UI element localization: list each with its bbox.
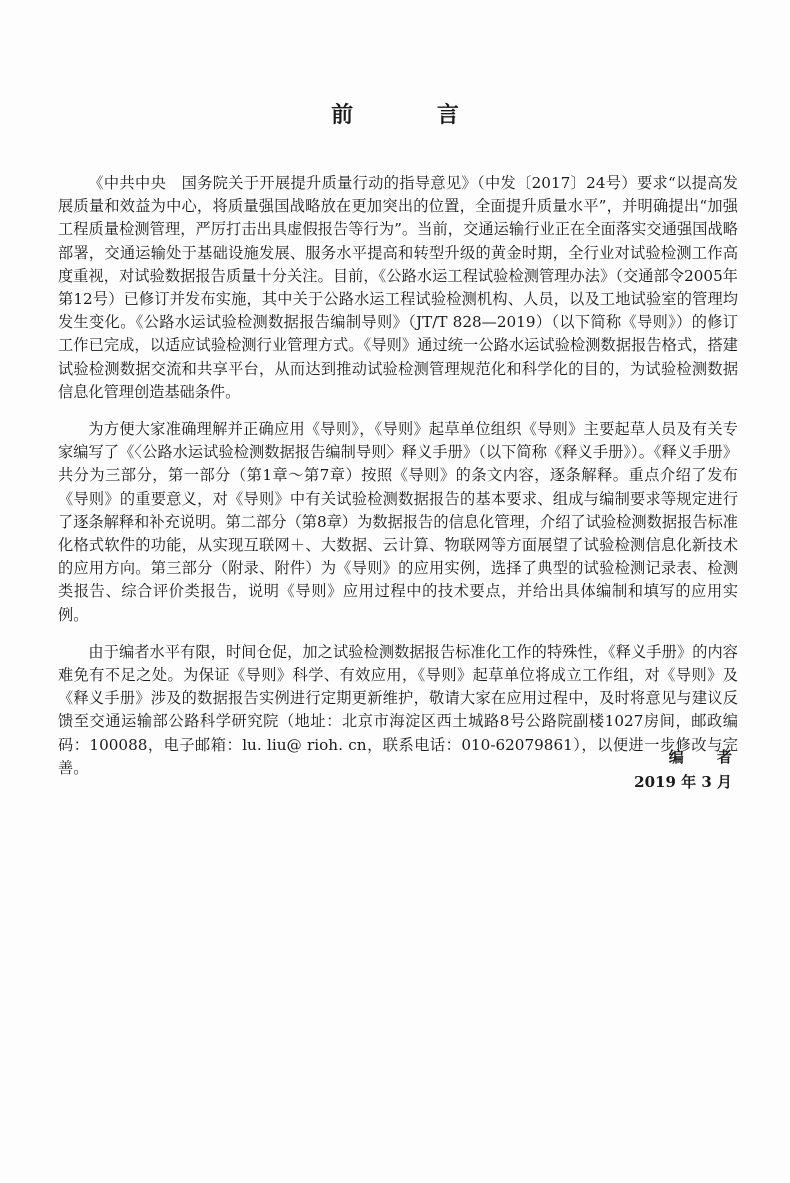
signature-author: 编 者 [668, 748, 746, 766]
signature-date: 2019 年 3 月 [634, 773, 732, 791]
preface-body [58, 172, 738, 780]
paragraph-1: 《中共中央 国务院关于开展提升质量行动的指导意见》（中发〔2017〕24号）要求“以提高发展质量和效益为中心，将质量强国战略放在更加突出的位置，全面提升质量水平”，并明确提出“加强工程质量检测管理，严厉打击出具虚假报告等行为”。当前，交通运输行业正在全面落实交通强国战略部署，交通运输处于基础设施发展、服务水平提高和转型升级的黄金时期，全行业对试验检测工作高度重视，对试验数据报告质量十分关注。目前，《公路水运工程试验检测管理办法》（交通部令2005年第12号）已修订并发布实施，其中关于公路水运工程试验检测机构、人员，以及工地试验室的管理均发生变化。《公路水运试验检测数据报告编制导则》（JT/T 828—2019）（以下简称《导则》）的修订工作已完成，以适应试验检测行业管理方式。《导则》通过统一公路水运试验检测数据报告格式，搭建试验检测数据交流和共享平台，从而达到推动试验检测管理规范化和科学化的目的，为试验检测数据信息化管理创造基础条件。 [58, 174, 738, 401]
page-title: 前 言 [331, 103, 497, 128]
paragraph-3: 由于编者水平有限，时间仓促，加之试验检测数据报告标准化工作的特殊性，《释义手册》的内容难免有不足之处。为保证《导则》科学、有效应用，《导则》起草单位将成立工作组，对《导则》及《释义手册》涉及的数据报告实例进行定期更新维护，敬请大家在应用过程中，及时将意见与建议反馈至交通运输部公路科学研究院（地址：北京市海淀区西土城路8号公路院副楼1027房间，邮政编码：100088，电子邮箱：lu. liu@ rioh. cn，联系电话：010-62079861），以便进一步修改与完善。 [58, 642, 738, 777]
paragraph-2: 为方便大家准确理解并正确应用《导则》，《导则》起草单位组织《导则》主要起草人员及有关专家编写了《〈公路水运试验检测数据报告编制导则〉释义手册》（以下简称《释义手册》）。《释义手册》共分为三部分，第一部分（第1章～第7章）按照《导则》的条文内容，逐条解释。重点介绍了发布《导则》的重要意义，对《导则》中有关试验检测数据报告的基本要求、组成与编制要求等规定进行了逐条解释和补充说明。第二部分（第8章）为数据报告的信息化管理，介绍了试验检测数据报告标准化格式软件的功能，从实现互联网＋、大数据、云计算、物联网等方面展望了试验检测信息化新技术的应用方向。第三部分（附录、附件）为《导则》的应用实例，选择了典型的试验检测记录表、检测类报告、综合评价类报告，说明《导则》应用过程中的技术要点，并给出具体编制和填写的应用实例。 [58, 420, 738, 624]
